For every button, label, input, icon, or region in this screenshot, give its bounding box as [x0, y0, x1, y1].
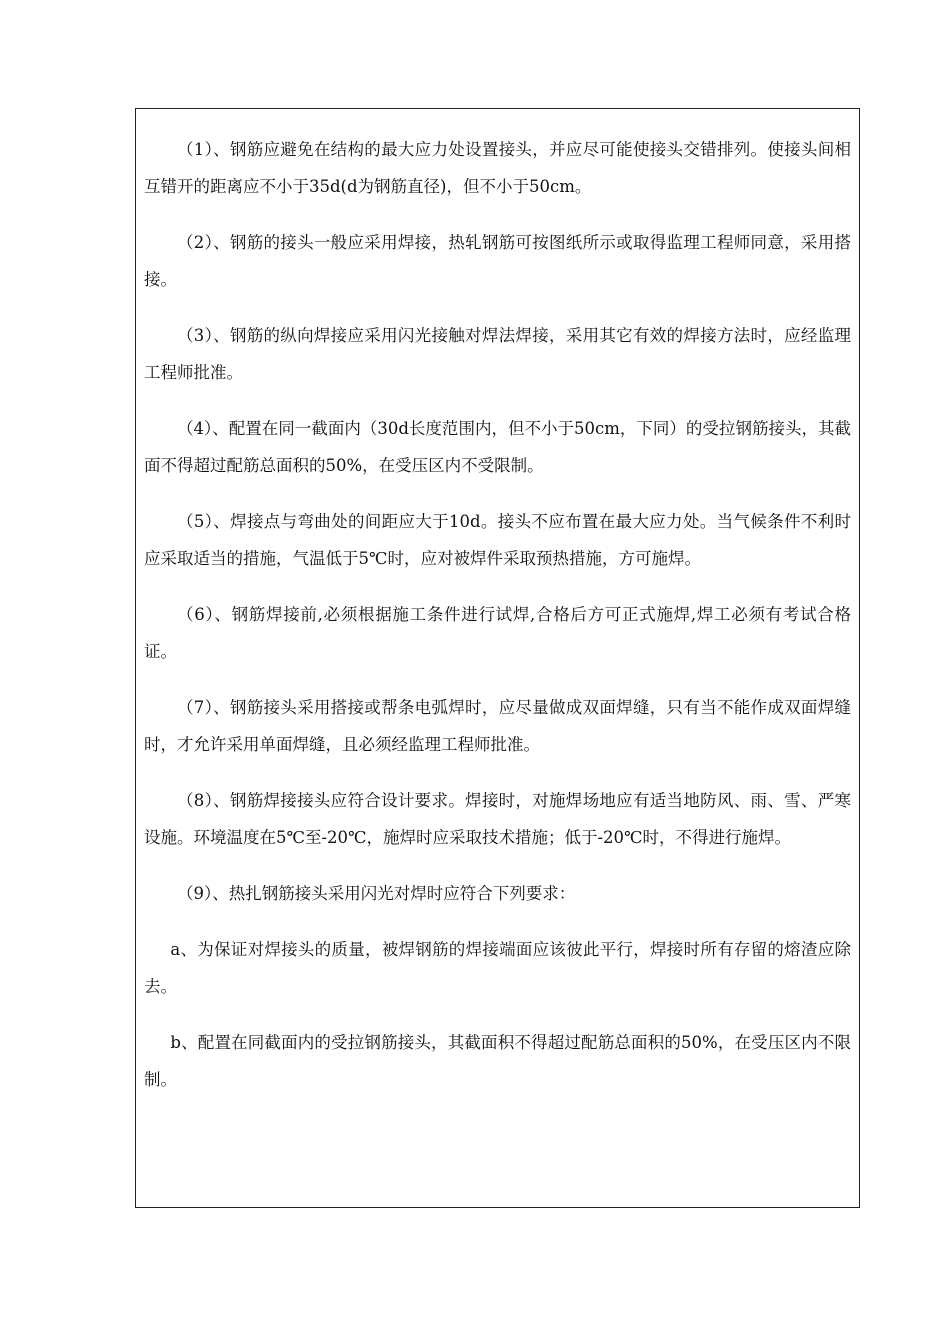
- document-frame: [135, 108, 860, 1208]
- paragraph-2: （2）、钢筋的接头一般应采用焊接，热轧钢筋可按图纸所示或取得监理工程师同意，采用搭接。: [144, 233, 851, 289]
- paragraph-4: （4）、配置在同一截面内（30d长度范围内，但不小于50cm，下同）的受拉钢筋接头，其截面不得超过配筋总面积的50%，在受压区内不受限制。: [144, 419, 851, 475]
- paragraph-7: （7）、钢筋接头采用搭接或帮条电弧焊时，应尽量做成双面焊缝，只有当不能作成双面焊缝时，才允许采用单面焊缝，且必须经监理工程师批准。: [144, 698, 851, 754]
- paragraph-9b: b、配置在同截面内的受拉钢筋接头，其截面积不得超过配筋总面积的50%，在受压区内不限制。: [144, 1033, 851, 1089]
- paragraph-9: （9）、热扎钢筋接头采用闪光对焊时应符合下列要求：: [177, 884, 576, 903]
- paragraph-3: （3）、钢筋的纵向焊接应采用闪光接触对焊法焊接，采用其它有效的焊接方法时，应经监理工程师批准。: [144, 326, 851, 382]
- document-body: [144, 131, 851, 1117]
- paragraph-8: （8）、钢筋焊接接头应符合设计要求。焊接时，对施焊场地应有适当地防风、雨、雪、严寒设施。环境温度在5℃至-20℃，施焊时应采取技术措施；低于-20℃时，不得进行施焊。: [144, 791, 851, 847]
- paragraph-1: （1）、钢筋应避免在结构的最大应力处设置接头，并应尽可能使接头交错排列。使接头间相互错开的距离应不小于35d(d为钢筋直径)，但不小于50cm。: [144, 140, 851, 196]
- paragraph-5: （5）、焊接点与弯曲处的间距应大于10d。接头不应布置在最大应力处。当气候条件不利时应采取适当的措施，气温低于5℃时，应对被焊件采取预热措施，方可施焊。: [144, 512, 851, 568]
- paragraph-9a: a、为保证对焊接头的质量，被焊钢筋的焊接端面应该彼此平行，焊接时所有存留的熔渣应除去。: [144, 940, 851, 996]
- paragraph-6: （6）、钢筋焊接前,必须根据施工条件进行试焊,合格后方可正式施焊,焊工必须有考试合格证。: [144, 605, 851, 661]
